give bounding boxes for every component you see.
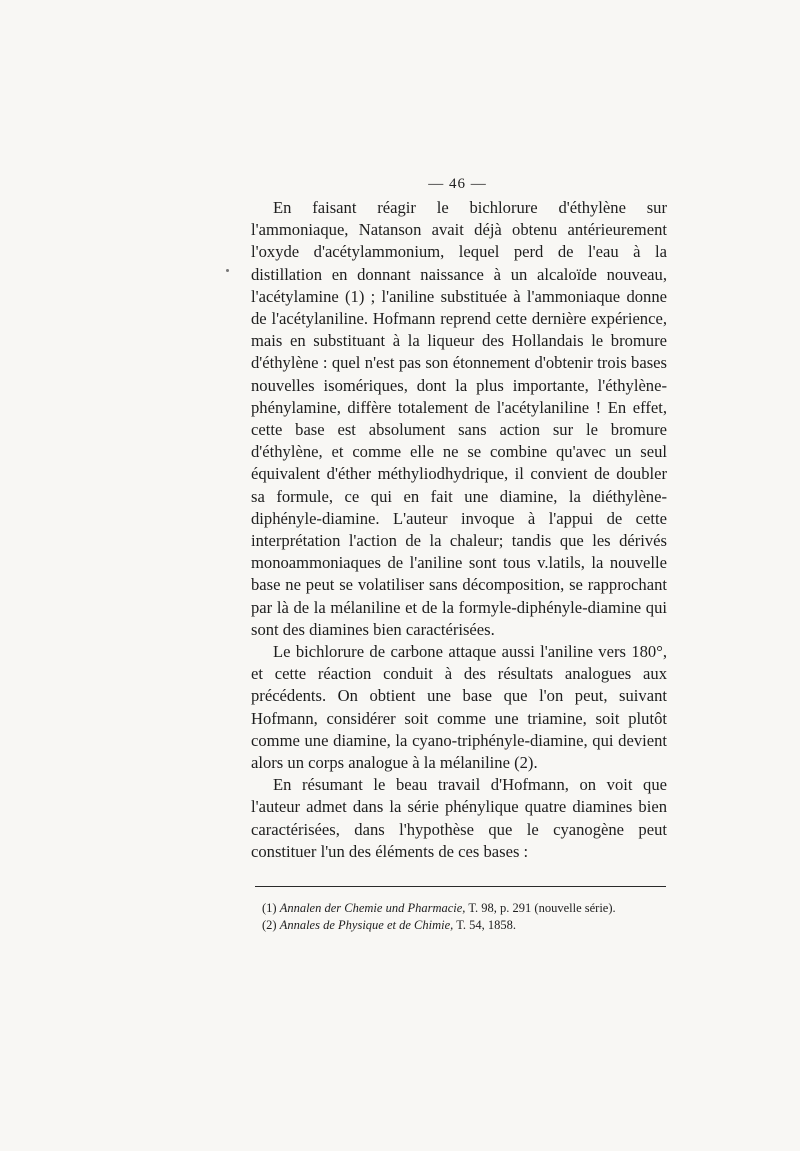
body-text bbox=[251, 197, 667, 863]
footnote-mark: (2) bbox=[262, 918, 277, 932]
footnotes bbox=[262, 900, 662, 934]
page-number: — 46 — bbox=[428, 176, 487, 192]
footnote-2 bbox=[262, 917, 662, 934]
paragraph-1: En faisant réagir le bichlorure d'éthylène sur l'ammoniaque, Natanson avait déjà obtenu antérieurement l'oxyde d'acétylammonium, lequel perd de l'eau à la distillation en donnant naissance à un alcaloïde nouveau, l'acétylamine (1) ; l'aniline substituée à l'ammoniaque donne de l'acétylaniline. Hofmann reprend cette dernière expérience, mais en substituant à la liqueur des Hollandais le bromure d'éthylène : quel n'est pas son étonnement d'obtenir trois bases nouvelles isomériques, dont la plus importante, l'éthylène-phénylamine, diffère totalement de l'acétylaniline ! En effet, cette base est absolument sans action sur le bromure d'éthylène, et comme elle ne se combine qu'avec un seul équivalent d'éther méthyliodhydrique, il convient de doubler sa formule, ce qui en fait une diamine, la diéthylène-diphényle-diamine. L'auteur invoque à l'appui de cette interprétation l'action de la chaleur; tandis que les dérivés monoammoniaques de l'aniline sont tous v.latils, la nouvelle base ne peut se volatiliser sans décomposition, se rapprochant par là de la mélaniline et de la formyle-diphényle-diamine qui sont des diamines bien caractérisées. bbox=[251, 198, 667, 639]
footnote-source: Annales de Physique et de Chimie, bbox=[279, 918, 454, 932]
footnote-reference: T. 98, p. 291 (nouvelle série). bbox=[468, 901, 616, 915]
footnote-1 bbox=[262, 900, 662, 917]
ink-speck bbox=[226, 269, 229, 272]
footnote-source: Annalen der Chemie und Pharmacie, bbox=[279, 901, 466, 915]
footnote-rule bbox=[255, 886, 666, 887]
paragraph-3: En résumant le beau travail d'Hofmann, on voit que l'auteur admet dans la série phénylique quatre diamines bien caractérisées, dans l'hypothèse que le cyanogène peut constituer l'un des éléments de ces bases : bbox=[251, 775, 667, 861]
paragraph-2: Le bichlorure de carbone attaque aussi l'aniline vers 180°, et cette réaction conduit à des résultats analogues aux précédents. On obtient une base que l'on peut, suivant Hofmann, considérer soit comme une triamine, soit plutôt comme une diamine, la cyano-triphényle-diamine, qui devient alors un corps analogue à la mélaniline (2). bbox=[251, 642, 667, 773]
footnote-reference: T. 54, 1858. bbox=[456, 918, 517, 932]
footnote-mark: (1) bbox=[262, 901, 277, 915]
